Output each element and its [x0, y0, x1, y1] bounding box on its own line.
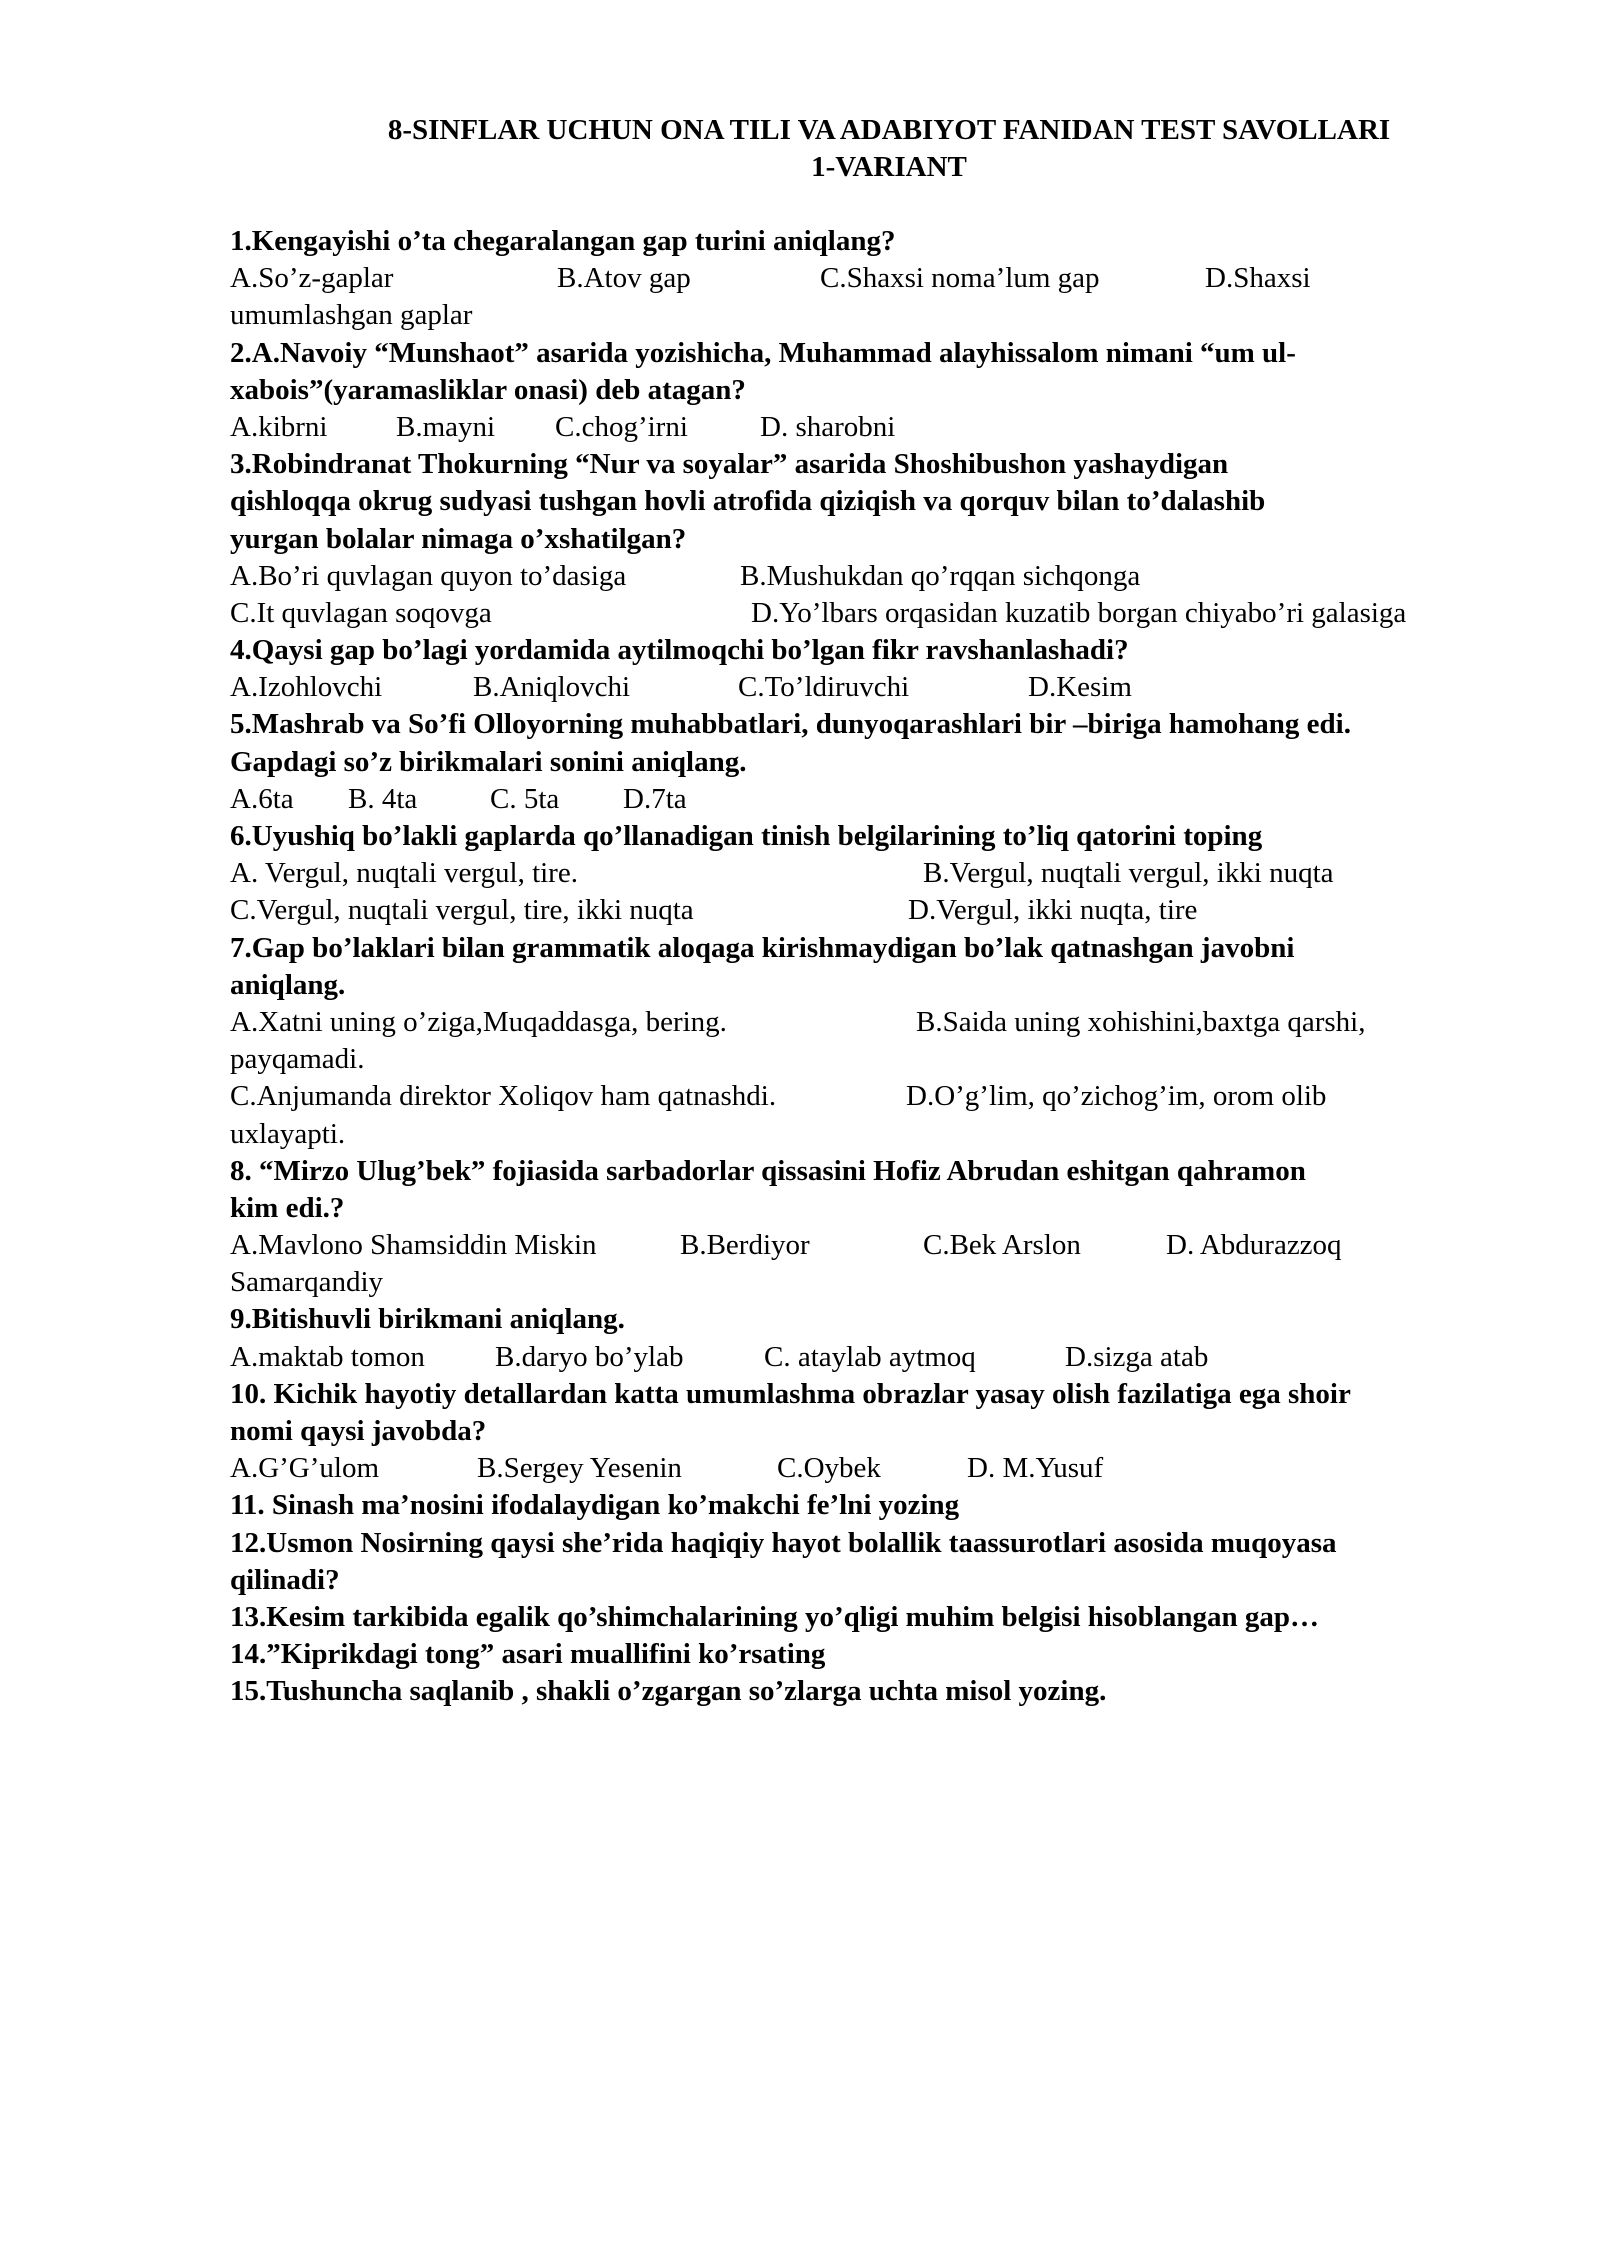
answer-option: uxlayapti. [230, 1117, 346, 1150]
question-text: 2.A.Navoiy “Munshaot” asarida yozishicha, Muhammad alayhissalom nimani “um ul- [230, 336, 1296, 369]
answer-options-row [230, 892, 1500, 929]
answer-option: C.It quvlagan soqovga [230, 596, 492, 629]
question-text: 14.”Kiprikdagi tong” asari muallifini ko’rsating [230, 1638, 826, 1671]
answer-option: D.Kesim [1028, 671, 1132, 704]
answer-options-row [230, 260, 1500, 297]
answer-option: C. ataylab aytmoq [764, 1340, 976, 1373]
document-title: 8-SINFLAR UCHUN ONA TILI VA ADABIYOT FANIDAN TEST SAVOLLARI [387, 114, 1391, 146]
answer-option: B.mayni [396, 410, 496, 443]
answer-option: Samarqandiy [230, 1266, 384, 1299]
question-text: kim edi.? [230, 1191, 345, 1224]
question-text: Gapdagi so’z birikmalari sonini aniqlang. [230, 745, 747, 778]
answer-options-row [230, 595, 1500, 632]
answer-option: B.Mushukdan qo’rqqan sichqonga [740, 559, 1141, 592]
question-text: 11. Sinash ma’nosini ifodalaydigan ko’makchi fe’lni yozing [230, 1489, 960, 1522]
question-text: nomi qaysi javobda? [230, 1415, 487, 1447]
answer-options-row [230, 1116, 1500, 1153]
question-text: 12.Usmon Nosirning qaysi she’rida haqiqiy hayot bolallik taassurotlari asosida muqoyasa [230, 1526, 1337, 1559]
answer-option: B. 4ta [348, 782, 418, 815]
answer-options-row [230, 558, 1500, 595]
question-text: 5.Mashrab va So’fi Olloyorning muhabbatlari, dunyoqarashlari bir –biriga hamohang edi. [230, 708, 1351, 741]
answer-option: D.sizga atab [1065, 1340, 1209, 1373]
document-header [230, 112, 1500, 186]
answer-option: A.G’G’ulom [230, 1452, 380, 1485]
answer-options-row [230, 781, 1500, 818]
answer-option: D.O’g’lim, qo’zichog’im, orom olib [906, 1080, 1327, 1113]
question-text: 10. Kichik hayotiy detallardan katta umumlashma obrazlar yasay olish fazilatiga ega shoir [230, 1377, 1351, 1410]
question-text: 8. “Mirzo Ulug’bek” fojiasida sarbadorlar qissasini Hofiz Abrudan eshitgan qahramon [230, 1154, 1306, 1187]
answer-option: A.Xatni uning o’ziga,Muqaddasga, bering. [230, 1005, 727, 1038]
answer-option: A.So’z-gaplar [230, 262, 394, 295]
answer-option: A. Vergul, nuqtali vergul, tire. [230, 857, 578, 890]
answer-option: A.Mavlono Shamsiddin Miskin [230, 1229, 597, 1262]
question-text: qilinadi? [230, 1563, 340, 1596]
answer-options-row [230, 855, 1500, 892]
answer-options-row [230, 1264, 1500, 1301]
question-text: yurgan bolalar nimaga o’xshatilgan? [230, 522, 687, 555]
answer-options-row [230, 409, 1500, 446]
test-document [230, 112, 1500, 1711]
answer-options-row [230, 297, 1500, 334]
answer-option: B.Berdiyor [680, 1229, 810, 1262]
header-spacer [230, 186, 1500, 223]
answer-option: umumlashgan gaplar [230, 299, 473, 332]
question-text: 1.Kengayishi o’ta chegaralangan gap turini aniqlang? [230, 225, 896, 257]
answer-options-row [230, 1339, 1500, 1376]
answer-options-row [230, 1004, 1500, 1041]
answer-options-row [230, 1041, 1500, 1078]
answer-option: D. sharobni [760, 410, 896, 443]
answer-option: D.Shaxsi [1205, 262, 1311, 295]
answer-options-row [230, 1227, 1500, 1264]
answer-option: B.Sergey Yesenin [477, 1452, 682, 1485]
answer-option: A.6ta [230, 782, 294, 815]
question-text: qishloqqa okrug sudyasi tushgan hovli atrofida qiziqish va qorquv bilan to’dalashib [230, 485, 1266, 518]
variant-label: 1-VARIANT [811, 151, 967, 183]
answer-option: C.Oybek [777, 1452, 881, 1485]
answer-option: D.7ta [623, 782, 687, 815]
answer-option: A.Izohlovchi [230, 671, 383, 704]
question-text: 9.Bitishuvli birikmani aniqlang. [230, 1303, 625, 1336]
answer-option: D.Vergul, ikki nuqta, tire [908, 894, 1198, 927]
answer-option: C.To’ldiruvchi [738, 671, 910, 704]
answer-option: D. M.Yusuf [967, 1452, 1104, 1485]
question-text: 13.Kesim tarkibida egalik qo’shimchalarining yo’qligi muhim belgisi hisoblangan gap… [230, 1600, 1320, 1633]
answer-option: B.Aniqlovchi [473, 671, 631, 704]
question-text: 3.Robindranat Thokurning “Nur va soyalar” asarida Shoshibushon yashaydigan [230, 448, 1229, 481]
question-text: xabois”(yaramasliklar onasi) deb atagan? [230, 373, 746, 406]
question-text: aniqlang. [230, 968, 346, 1001]
answer-option: B.Saida uning xohishini,baxtga qarshi, [916, 1005, 1366, 1038]
questions-list [230, 223, 1500, 1711]
answer-option: B.Vergul, nuqtali vergul, ikki nuqta [923, 857, 1334, 890]
answer-option: payqamadi. [230, 1043, 365, 1076]
answer-option: A.maktab tomon [230, 1340, 425, 1373]
answer-option: A.Bo’ri quvlagan quyon to’dasiga [230, 559, 627, 592]
answer-options-row [230, 669, 1500, 706]
answer-option: A.kibrni [230, 410, 328, 443]
answer-options-row [230, 1078, 1500, 1115]
answer-options-row [230, 1450, 1500, 1487]
question-text: 4.Qaysi gap bo’lagi yordamida aytilmoqchi bo’lgan fikr ravshanlashadi? [230, 634, 1129, 667]
question-text: 6.Uyushiq bo’lakli gaplarda qo’llanadigan tinish belgilarining to’liq qatorini toping [230, 820, 1263, 852]
question-text: 15.Tushuncha saqlanib , shakli o’zgargan so’zlarga uchta misol yozing. [230, 1675, 1107, 1708]
question-text: 7.Gap bo’laklari bilan grammatik aloqaga kirishmaydigan bo’lak qatnashgan javobni [230, 931, 1295, 964]
answer-option: B.daryo bo’ylab [495, 1340, 684, 1373]
answer-option: D.Yo’lbars orqasidan kuzatib borgan chiyabo’ri galasiga [751, 596, 1407, 629]
answer-option: C.Vergul, nuqtali vergul, tire, ikki nuqta [230, 894, 694, 927]
answer-option: B.Atov gap [557, 262, 691, 295]
answer-option: C.Shaxsi noma’lum gap [820, 262, 1100, 295]
answer-option: C.chog’irni [555, 410, 688, 443]
answer-option: C.Bek Arslon [923, 1229, 1081, 1262]
answer-option: D. Abdurazzoq [1166, 1229, 1342, 1262]
answer-option: C.Anjumanda direktor Xoliqov ham qatnashdi. [230, 1080, 777, 1113]
answer-option: C. 5ta [490, 782, 560, 815]
